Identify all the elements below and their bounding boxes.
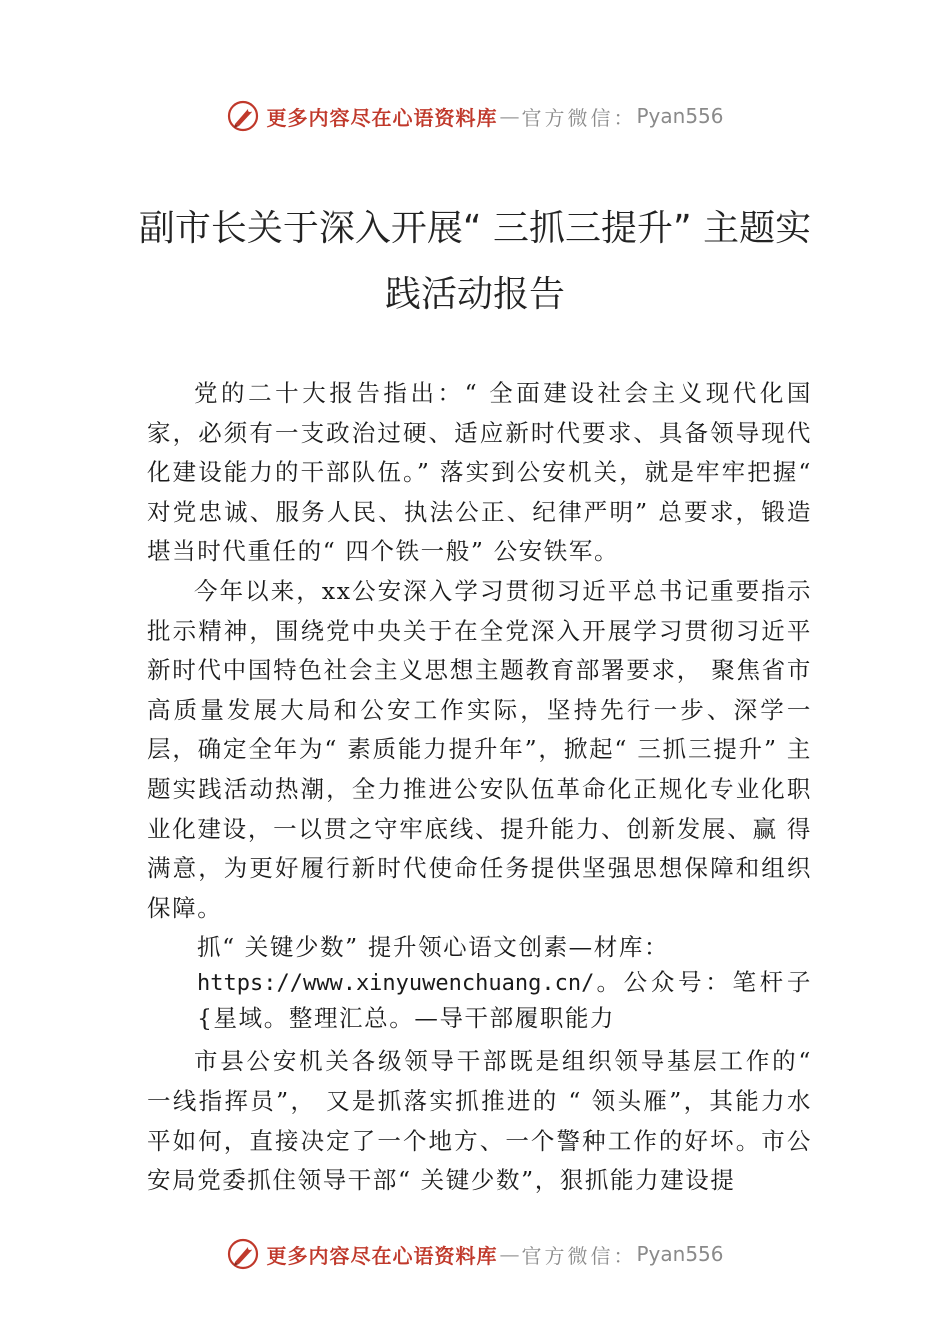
document-body bbox=[147, 374, 812, 1201]
footer-watermark-banner bbox=[0, 1234, 950, 1274]
pen-nib-seal-icon bbox=[226, 1237, 260, 1271]
paragraph-1: 党的二十大报告指出：“ 全面建设社会主义现代化国家，必须有一支政治过硬、适应新时代要求、具备领导现代化建设能力的干部队伍。” 落实到公安机关，就是牢牢把握“ 对党忠诚、服务人民、执法公正、纪律严明” 总要求，锻造堪当时代重任的“ 四个铁一般” 公安铁军。 bbox=[147, 379, 812, 566]
header-watermark-banner bbox=[0, 96, 950, 136]
banner-wechat-label: 官方微信： bbox=[521, 1243, 637, 1268]
subheading-url: https://www.xinyuwenchuang.cn/ bbox=[197, 971, 595, 997]
document-title: 副市长关于深入开展“ 三抓三提升” 主题实践活动报告 bbox=[138, 208, 812, 315]
subheading-part-1: 抓“ 关键少数” 提升领心语文创素—材库： bbox=[197, 933, 670, 962]
paragraph-3: 市县公安机关各级领导干部既是组织领导基层工作的“ 一线指挥员”， 又是抓落实抓推进的 “ 领头雁”，其能力水平如何，直接决定了一个地方、一个警种工作的好坏。市公安局党委抓住领导干部“ 关键少数”，狠抓能力建设提 bbox=[147, 1047, 812, 1195]
pen-nib-seal-icon bbox=[226, 99, 260, 133]
banner-library-text: 更多内容尽在心语资料库 bbox=[266, 1243, 498, 1268]
banner-wechat-handle: Pyan556 bbox=[636, 104, 724, 128]
banner-dash: — bbox=[499, 1242, 520, 1266]
subheading bbox=[147, 930, 812, 1036]
banner-wechat-label: 官方微信： bbox=[521, 105, 637, 130]
banner-wechat-handle: Pyan556 bbox=[636, 1242, 724, 1266]
subheading-part-2: 。公众号：笔杆子{星域。整理汇总。—导干部履职能力 bbox=[197, 968, 812, 1033]
banner-dash: — bbox=[499, 104, 520, 128]
paragraph-2: 今年以来，xx公安深入学习贯彻习近平总书记重要指示批示精神，围绕党中央关于在全党深入开展学习贯彻习近平新时代中国特色社会主义思想主题教育部署要求， 聚焦省市高质量发展大局和公安工作实际，坚持先行一步、深学一层，确定全年为“ 素质能力提升年”，掀起“ 三抓三提升” 主题实践活动热潮，全力推进公安队伍革命化正规化专业化职业化建设，一以贯之守牢底线、提升能力、创新发展、赢 得满意，为更好履行新时代使命任务提供坚强思想保障和组织保障。 bbox=[147, 576, 812, 922]
banner-library-text: 更多内容尽在心语资料库 bbox=[266, 105, 498, 130]
